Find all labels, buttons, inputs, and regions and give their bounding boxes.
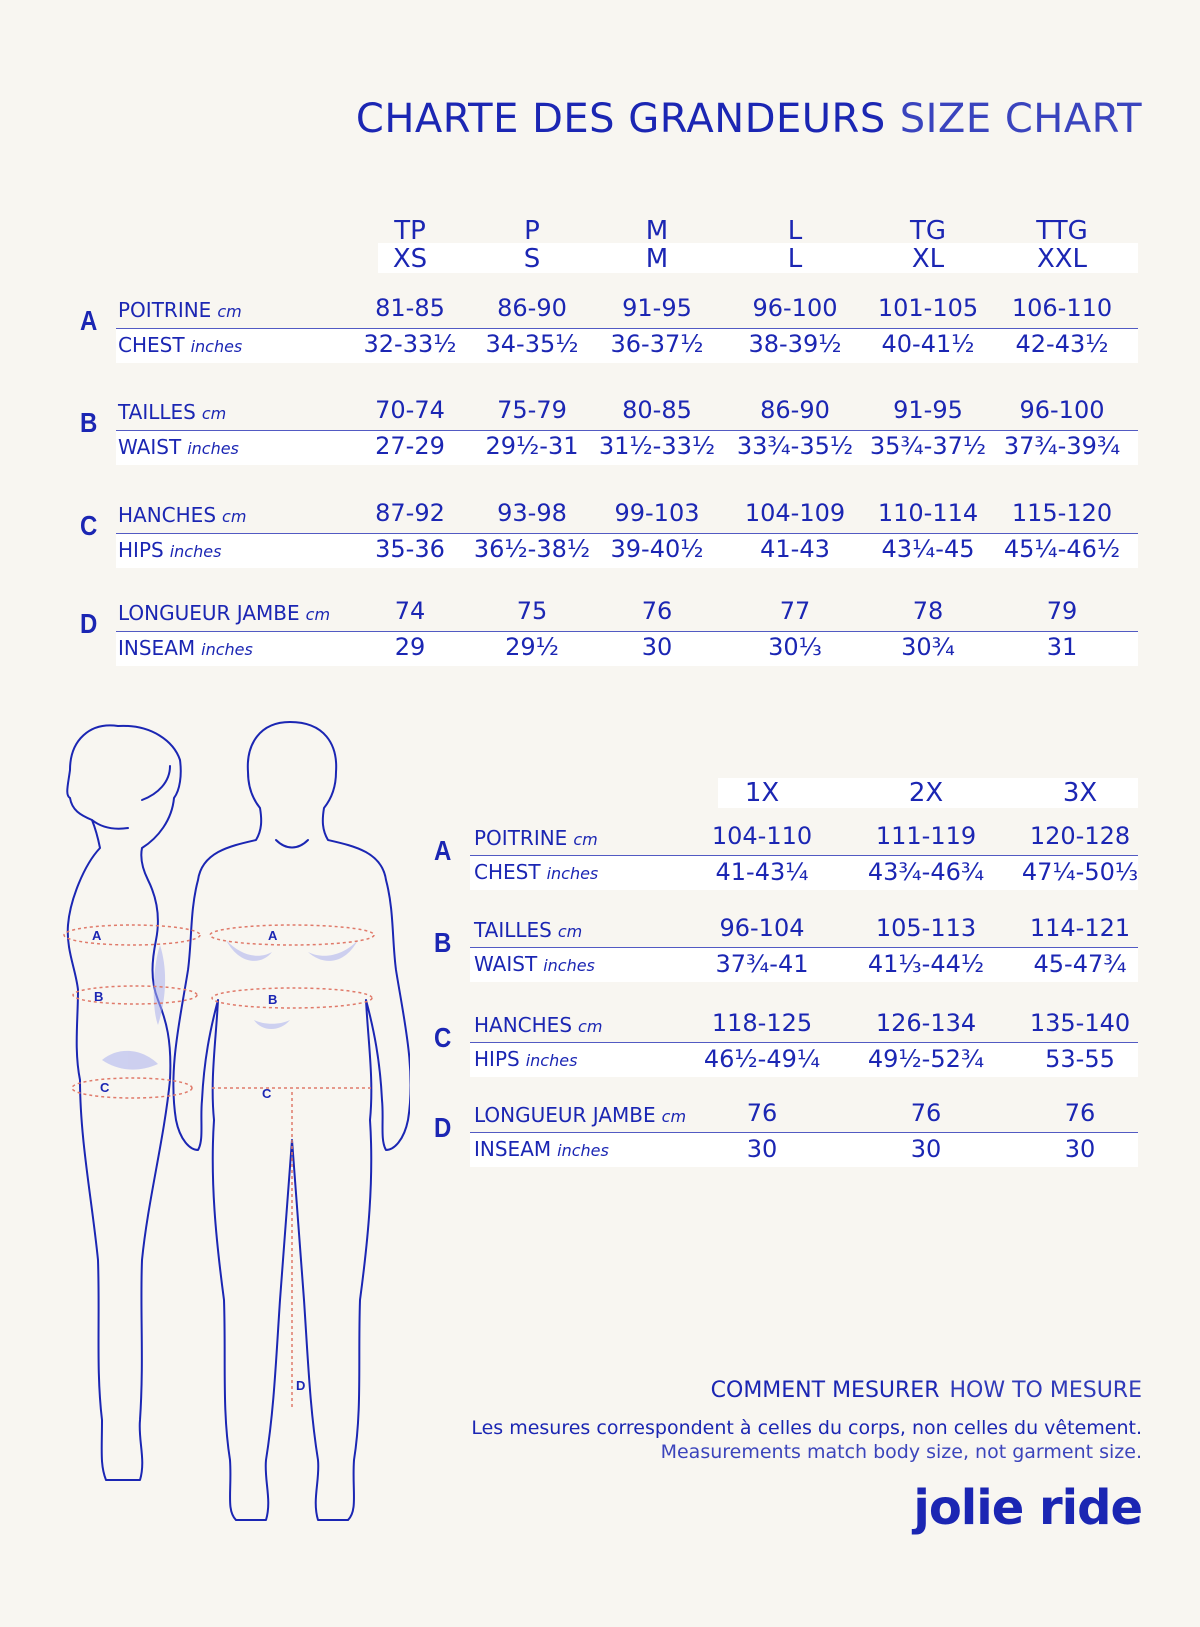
plus-row-letter-d: D: [434, 1112, 452, 1144]
cell-in: 37¾-39¾: [1003, 432, 1121, 460]
cell-cm: 110-114: [877, 499, 979, 527]
size-fr: TG: [909, 216, 947, 246]
cell-in: 30: [641, 633, 673, 661]
label-in-text: WAIST: [474, 952, 538, 976]
size-en: S: [523, 244, 541, 274]
cell-in: 38-39½: [748, 330, 842, 358]
plus-label-cm: [474, 1013, 602, 1037]
label-in: [118, 636, 253, 660]
row-divider: [116, 631, 1138, 632]
cell-cm: 75-79: [497, 396, 567, 424]
plus-cell-in: 46½-49¼: [703, 1045, 821, 1073]
size-en: XS: [392, 244, 428, 274]
cell-in: 33¾-35½: [736, 432, 854, 460]
label-cm: [118, 400, 226, 424]
unit-cm: cm: [578, 1017, 603, 1036]
label-cm: [118, 298, 242, 322]
cell-cm: 74: [394, 597, 426, 625]
cell-cm: 96-100: [1019, 396, 1105, 424]
unit-in: inches: [187, 439, 239, 458]
unit-in: inches: [201, 640, 253, 659]
label-cm: [118, 503, 246, 527]
label-in-text: CHEST: [118, 333, 185, 357]
plus-cell-in: 43¾-46¾: [867, 858, 985, 886]
unit-cm: cm: [557, 922, 583, 941]
label-cm-text: POITRINE: [474, 826, 568, 850]
cell-cm: 86-90: [497, 294, 567, 322]
plus-cell-in: 41-43¼: [715, 858, 809, 886]
how-to-title-en: HOW TO MESURE: [949, 1378, 1142, 1403]
cell-cm: 77: [779, 597, 811, 625]
how-to-measure: [471, 1378, 1142, 1463]
size-en: XXL: [1036, 244, 1088, 274]
size-fr: TP: [394, 216, 426, 246]
front-label-c: C: [262, 1086, 272, 1101]
label-cm-text: HANCHES: [474, 1013, 573, 1037]
size-header-xl: [878, 218, 978, 272]
label-cm: [118, 601, 330, 625]
cell-cm: 70-74: [375, 396, 445, 424]
label-in-text: CHEST: [474, 860, 541, 884]
cell-in: 30¾: [901, 633, 955, 661]
plus-label-in: [474, 1137, 609, 1161]
side-label-b: B: [94, 989, 104, 1004]
cell-cm: 106-110: [1011, 294, 1113, 322]
cell-cm: 104-109: [744, 499, 846, 527]
cell-cm: 75: [516, 597, 548, 625]
plus-label-in: [474, 1047, 577, 1071]
unit-in: inches: [557, 1141, 609, 1160]
cell-cm: 96-100: [752, 294, 838, 322]
size-header-s: [482, 218, 582, 272]
plus-cell-cm: 135-140: [1029, 1009, 1131, 1037]
plus-row-divider: [470, 947, 1138, 948]
plus-row-letter-a: A: [434, 835, 452, 867]
plus-label-cm: [474, 826, 598, 850]
unit-cm: cm: [573, 830, 598, 849]
side-profile-silhouette: [67, 725, 180, 1480]
cell-cm: 87-92: [375, 499, 445, 527]
cell-cm: 81-85: [375, 294, 445, 322]
label-cm-text: TAILLES: [474, 918, 552, 942]
page-title: [356, 96, 1142, 142]
plus-cell-cm: 105-113: [875, 914, 977, 942]
label-cm-text: POITRINE: [118, 298, 212, 322]
plus-cell-in: 30: [1064, 1135, 1096, 1163]
row-divider: [116, 533, 1138, 534]
title-fr: CHARTE DES GRANDEURS: [355, 96, 886, 142]
plus-size-3x: 3X: [1062, 778, 1098, 808]
cell-cm: 86-90: [760, 396, 830, 424]
unit-in: inches: [543, 956, 595, 975]
label-cm-text: LONGUEUR JAMBE: [474, 1103, 656, 1127]
plus-cell-cm: 76: [746, 1099, 778, 1127]
size-header-m: [607, 218, 707, 272]
size-en: M: [645, 244, 669, 274]
cell-in: 31: [1046, 633, 1078, 661]
row-letter-b: B: [80, 407, 98, 439]
cell-cm: 91-95: [893, 396, 963, 424]
unit-in: inches: [169, 542, 222, 561]
size-header-l: [745, 218, 845, 272]
side-label-a: A: [92, 928, 102, 943]
size-header-xxl: [1012, 218, 1112, 272]
plus-cell-cm: 114-121: [1029, 914, 1131, 942]
plus-size-2x: 2X: [908, 778, 944, 808]
body-diagram: [40, 720, 410, 1540]
cell-in: 43¼-45: [881, 535, 975, 563]
cell-in: 42-43½: [1015, 330, 1109, 358]
cell-cm: 78: [912, 597, 944, 625]
cell-in: 39-40½: [610, 535, 704, 563]
unit-cm: cm: [305, 605, 331, 624]
plus-row-letter-b: B: [434, 927, 452, 959]
plus-label-cm: [474, 1103, 686, 1127]
cell-in: 45¼-46½: [1003, 535, 1121, 563]
unit-in: inches: [525, 1051, 578, 1070]
cell-in: 29½: [505, 633, 559, 661]
front-label-b: B: [268, 992, 278, 1007]
cell-in: 34-35½: [485, 330, 579, 358]
plus-cell-cm: 111-119: [875, 822, 977, 850]
cell-in: 31½-33½: [598, 432, 716, 460]
plus-row-divider: [470, 1132, 1138, 1133]
unit-cm: cm: [222, 507, 247, 526]
cell-cm: 80-85: [622, 396, 692, 424]
unit-cm: cm: [217, 302, 242, 321]
plus-cell-in: 30: [910, 1135, 942, 1163]
cell-in: 35-36: [375, 535, 445, 563]
row-divider: [116, 430, 1138, 431]
size-fr: M: [645, 216, 669, 246]
label-cm-text: TAILLES: [118, 400, 196, 424]
label-cm-text: LONGUEUR JAMBE: [118, 601, 300, 625]
unit-cm: cm: [661, 1107, 687, 1126]
cell-in: 41-43: [760, 535, 830, 563]
cell-in: 32-33½: [363, 330, 457, 358]
plus-row-letter-c: C: [434, 1022, 452, 1054]
row-letter-d: D: [80, 608, 98, 640]
plus-label-cm: [474, 918, 582, 942]
plus-cell-cm: 120-128: [1029, 822, 1131, 850]
how-to-text-en: Measurements match body size, not garment size.: [660, 1441, 1142, 1463]
unit-in: inches: [546, 864, 599, 883]
label-in-text: HIPS: [118, 538, 164, 562]
plus-cell-in: 53-55: [1045, 1045, 1115, 1073]
front-label-d: D: [296, 1378, 306, 1393]
title-en: SIZE CHART: [899, 96, 1142, 142]
plus-label-in: [474, 952, 595, 976]
how-to-text-fr: Les mesures correspondent à celles du corps, non celles du vêtement.: [471, 1417, 1142, 1439]
label-cm-text: HANCHES: [118, 503, 217, 527]
size-fr: TTG: [1036, 216, 1088, 246]
cell-cm: 101-105: [877, 294, 979, 322]
label-in: [118, 333, 242, 357]
plus-cell-in: 30: [746, 1135, 778, 1163]
plus-cell-cm: 118-125: [711, 1009, 813, 1037]
label-in-text: INSEAM: [474, 1137, 552, 1161]
size-fr: P: [524, 216, 540, 246]
plus-cell-cm: 104-110: [711, 822, 813, 850]
plus-cell-cm: 126-134: [875, 1009, 977, 1037]
plus-cell-in: 47¼-50⅓: [1021, 858, 1139, 886]
cell-in: 36½-38½: [473, 535, 591, 563]
plus-cell-in: 45-47¾: [1033, 950, 1127, 978]
size-fr: L: [787, 216, 803, 246]
plus-row-divider: [470, 855, 1138, 856]
cell-cm: 99-103: [614, 499, 700, 527]
label-in-text: INSEAM: [118, 636, 196, 660]
cell-cm: 91-95: [622, 294, 692, 322]
row-letter-c: C: [80, 510, 98, 542]
row-letter-a: A: [80, 305, 98, 337]
how-to-title-fr: COMMENT MESURER: [710, 1378, 940, 1403]
size-header-xs: [360, 218, 460, 272]
plus-cell-cm: 96-104: [719, 914, 805, 942]
cell-in: 30⅓: [768, 633, 822, 661]
plus-size-1x: 1X: [744, 778, 780, 808]
cell-in: 27-29: [375, 432, 445, 460]
brand-logo: jolie ride: [913, 1480, 1142, 1536]
plus-cell-in: 41⅓-44½: [867, 950, 985, 978]
plus-label-in: [474, 860, 598, 884]
cell-in: 29½-31: [485, 432, 579, 460]
row-divider: [116, 328, 1138, 329]
side-label-c: C: [100, 1080, 110, 1095]
plus-cell-cm: 76: [910, 1099, 942, 1127]
label-in-text: HIPS: [474, 1047, 520, 1071]
cell-in: 40-41½: [881, 330, 975, 358]
label-in: [118, 538, 221, 562]
cell-cm: 76: [641, 597, 673, 625]
cell-cm: 93-98: [497, 499, 567, 527]
plus-cell-in: 37¾-41: [715, 950, 809, 978]
front-label-a: A: [268, 928, 278, 943]
plus-row-divider: [470, 1042, 1138, 1043]
unit-in: inches: [190, 337, 243, 356]
size-en: L: [787, 244, 803, 274]
cell-in: 36-37½: [610, 330, 704, 358]
cell-in: 29: [394, 633, 426, 661]
cell-cm: 115-120: [1011, 499, 1113, 527]
unit-cm: cm: [201, 404, 227, 423]
size-en: XL: [911, 244, 945, 274]
plus-cell-in: 49½-52¾: [867, 1045, 985, 1073]
label-in-text: WAIST: [118, 435, 182, 459]
cell-in: 35¾-37½: [869, 432, 987, 460]
cell-cm: 79: [1046, 597, 1078, 625]
plus-cell-cm: 76: [1064, 1099, 1096, 1127]
label-in: [118, 435, 239, 459]
